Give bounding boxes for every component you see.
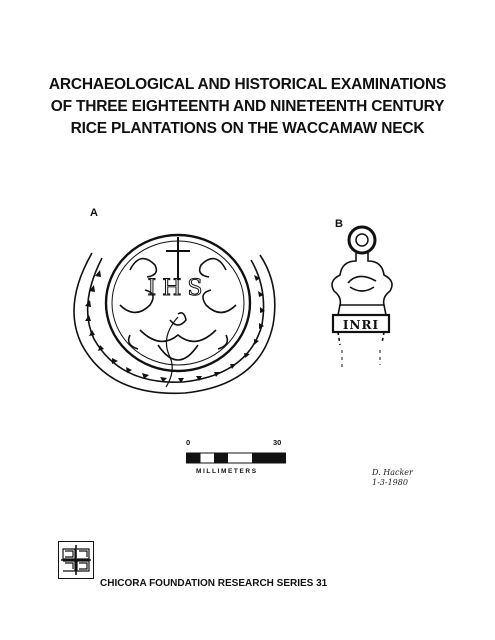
title-line-2: OF THREE EIGHTEENTH AND NINETEENTH CENTURY: [50, 98, 445, 115]
figure-b-label: B: [335, 218, 343, 230]
crucifix-plaque-drawing: [320, 225, 400, 375]
chicora-logo-icon: [58, 541, 94, 579]
figure-a-label: A: [90, 207, 98, 219]
scale-bar: [186, 452, 286, 464]
illustrator-signature: D. Hacker: [372, 468, 413, 477]
signature-date: 1-3-1980: [372, 478, 408, 487]
scale-units: MILLIMETERS: [196, 468, 258, 475]
title-line-3: RICE PLANTATIONS ON THE WACCAMAW NECK: [70, 120, 425, 137]
medallion-monogram: IHS: [147, 276, 209, 301]
plaque-monogram: INRI: [342, 318, 380, 332]
scale-min-label: 0: [186, 438, 191, 447]
series-label: CHICORA FOUNDATION RESEARCH SERIES 31: [100, 578, 328, 589]
scale-max-label: 30: [273, 438, 282, 447]
report-title: [0, 74, 495, 140]
medallion-drawing: [70, 225, 285, 400]
title-line-1: ARCHAEOLOGICAL AND HISTORICAL EXAMINATIONS: [48, 76, 447, 93]
